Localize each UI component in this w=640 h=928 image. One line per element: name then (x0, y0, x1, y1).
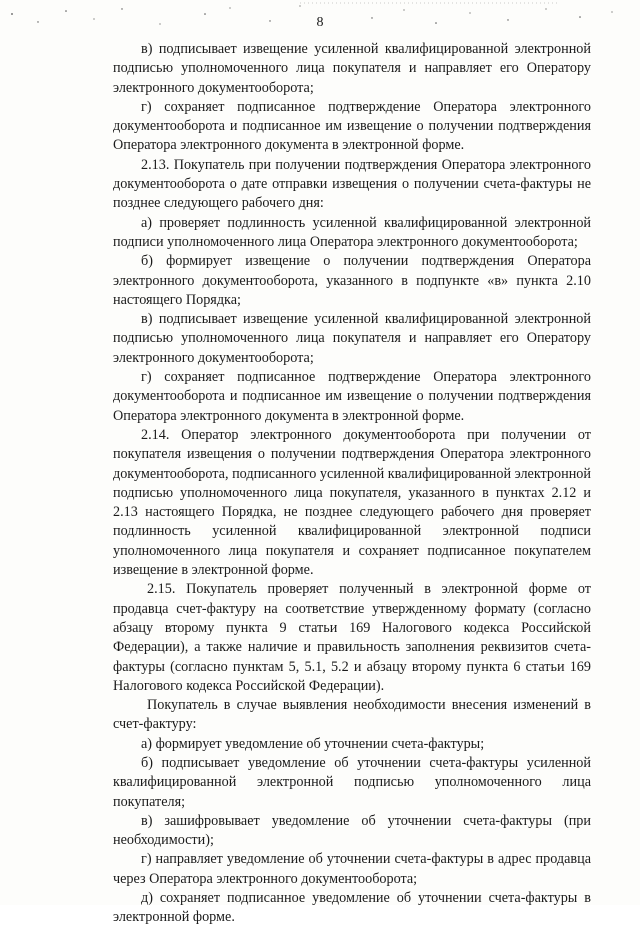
paragraph-p7: г) сохраняет подписанное подтверждение Оператора электронного документооборота и подписанное им извещение о получении подтверждения Оператора электронного документа в электронной форме. (113, 369, 591, 424)
paragraph-p10: Покупатель в случае выявления необходимости внесения изменений в счет-фактуру: (113, 697, 591, 733)
paragraph-p3: 2.13. Покупатель при получении подтверждения Оператора электронного документооборота о дате отправки извещения о получении счета-фактуры не позднее следующего рабочего дня: (113, 156, 591, 212)
document-body (113, 40, 591, 928)
paragraph-p1: в) подписывает извещение усиленной квалифицированной электронной подписью уполномоченного лица покупателя и направляет его Оператору электронного документооборота; (113, 41, 591, 96)
paragraph-p8: 2.14. Оператор электронного документооборота при получении от покупателя извещения о получении подтверждения Оператора электронного документооборота, подписанного усиленной квалифицированной электронной подписью уполномоченного лица покупателя, указанного в пунктах 2.12 и 2.13 настоящего Порядка, не позднее следующего рабочего дня проверяет подлинность усиленной квалифицированной электронной подписи уполномоченного лица покупателя и сохраняет подписанное покупателем извещение в электронной форме. (113, 426, 591, 579)
paragraph-p5: б) формирует извещение о получении подтверждения Оператора электронного документооборота, указанного в подпункте «в» пункта 2.10 настоящего Порядка; (113, 253, 591, 308)
paragraph-p6: в) подписывает извещение усиленной квалифицированной электронной подписью уполномоченного лица покупателя и направляет его Оператору электронного документооборота; (113, 311, 591, 366)
paragraph-p4: а) проверяет подлинность усиленной квалифицированной электронной подписи уполномоченного лица Оператора электронного документооборота; (113, 214, 591, 250)
paragraph-p9: 2.15. Покупатель проверяет полученный в электронной форме от продавца счет-фактуру на соответствие утвержденному формату (согласно абзацу второму пункта 9 статьи 169 Налогового кодекса Российской Федерации), а также наличие и правильность заполнения реквизитов счета-фактуры (согласно пунктам 5, 5.1, 5.2 и абзацу второму пункта 6 статьи 169 Налогового кодекса Российской Федерации). (113, 581, 591, 694)
paragraph-p11: а) формирует уведомление об уточнении счета-фактуры; (141, 735, 485, 752)
paragraph-p15: д) сохраняет подписанное уведомление об уточнении счета-фактуры в электронной форме. (113, 890, 591, 926)
paragraph-p14: г) направляет уведомление об уточнении счета-фактуры в адрес продавца через Оператора электронного документооборота; (113, 851, 591, 887)
paragraph-p2: г) сохраняет подписанное подтверждение Оператора электронного документооборота и подписанное им извещение о получении подтверждения Оператора электронного документа в электронной форме. (113, 98, 591, 154)
page-number: 8 (316, 15, 324, 30)
paragraph-p12: б) подписывает уведомление об уточнении счета-фактуры усиленной квалифицированной электронной подписью уполномоченного лица покупателя; (113, 754, 591, 810)
paragraph-p13: в) зашифровывает уведомление об уточнении счета-фактуры (при необходимости); (113, 812, 591, 849)
